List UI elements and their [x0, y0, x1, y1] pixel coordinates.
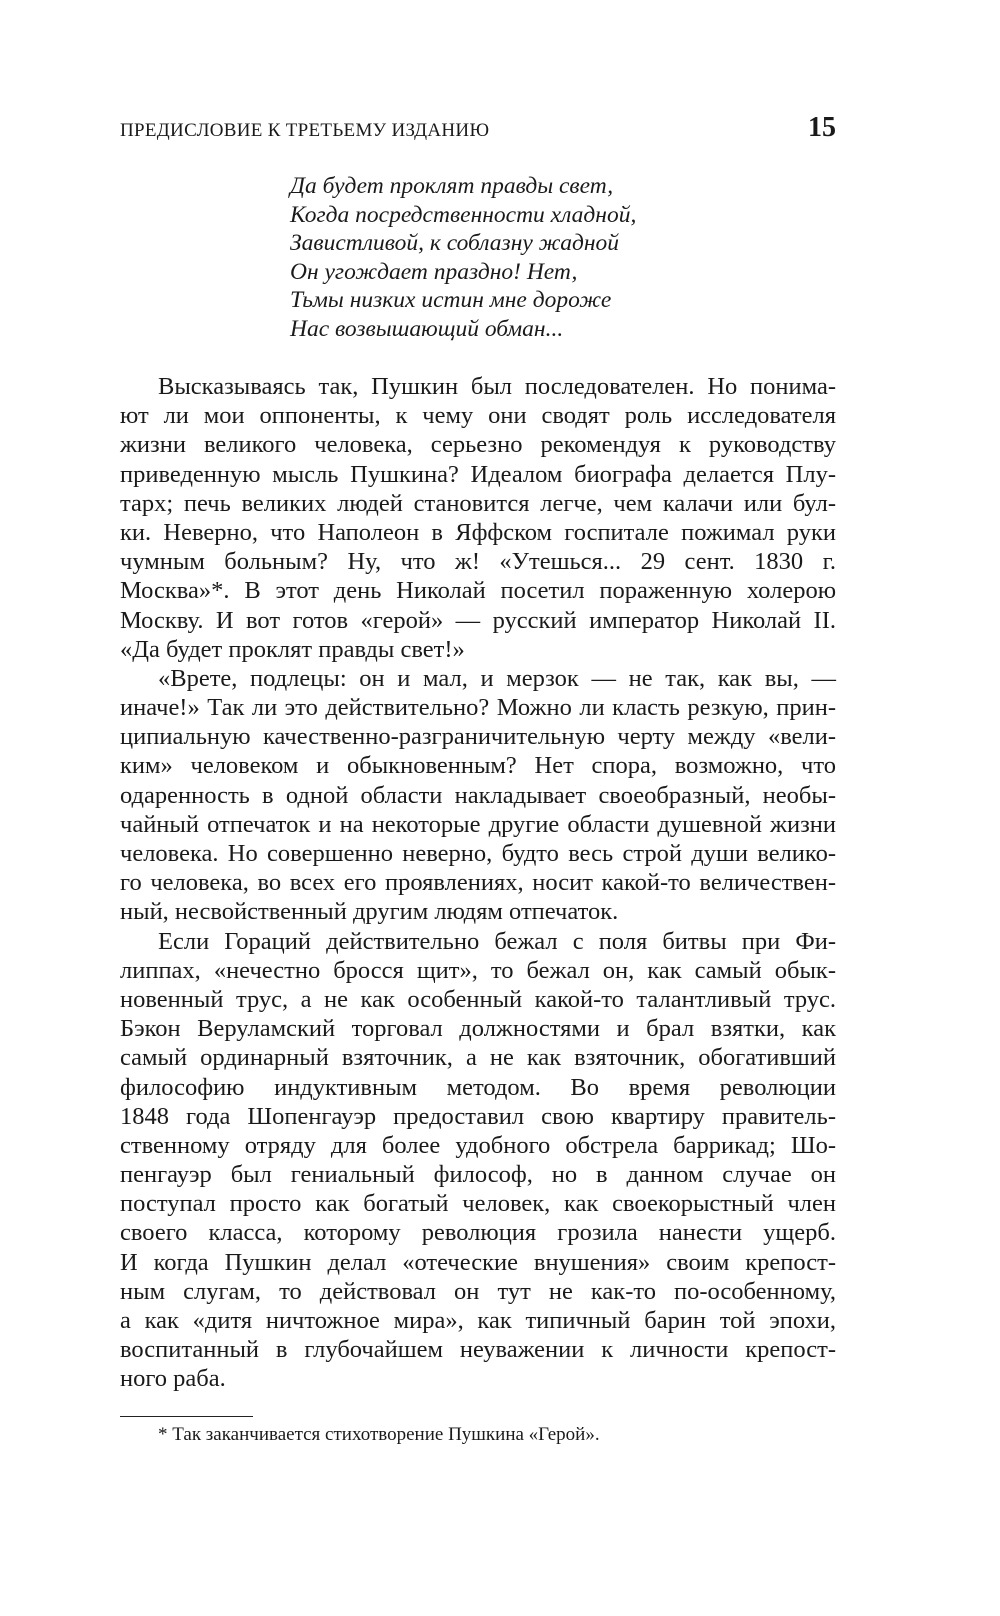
- poem-line: Нас возвышающий обман...: [290, 315, 564, 342]
- text-line: И когда Пушкин делал «отеческие внушения» своим крепост-: [120, 1248, 836, 1276]
- text-line: Москву. И вот готов «герой» — русский император Николай II.: [120, 606, 836, 634]
- poem-line: Тьмы низких истин мне дороже: [290, 287, 612, 313]
- text-line: приведенную мысль Пушкина? Идеалом биографа делается Плу-: [120, 460, 836, 488]
- text-line: 1848 года Шопенгауэр предоставил свою квартиру правитель-: [120, 1102, 836, 1130]
- text-line: своего класса, которому революция грозила нанести ущерб.: [120, 1219, 836, 1247]
- page-number: 15: [808, 112, 836, 143]
- poem-line: Да будет проклят правды свет,: [290, 173, 614, 199]
- text-line: пенгауэр был гениальный философ, но в данном случае он: [120, 1161, 836, 1189]
- text-line: ственному отряду для более удобного обстрела баррикад; Шо-: [120, 1131, 836, 1159]
- text-line: человека. Но совершенно неверно, будто весь строй души велико-: [120, 840, 836, 867]
- footnote-rule: [120, 1416, 253, 1417]
- paragraph: [120, 372, 836, 664]
- text-line: тарх; печь великих людей становится легче, чем калачи или бул-: [120, 489, 836, 517]
- poem-line: Завистливой, к соблазну жадной: [290, 230, 620, 256]
- paragraph: [120, 927, 836, 1394]
- poem-epigraph: [290, 172, 636, 343]
- text-line: чумным больным? Ну, что ж! «Утешься... 29 сент. 1830 г.: [120, 548, 836, 576]
- text-line: а как «дитя ничтожное мира», как типичный барин той эпохи,: [120, 1307, 836, 1334]
- text-line: «Врете, подлецы: он и мал, и мерзок — не так, как вы, —: [158, 664, 836, 692]
- text-line: жизни великого человека, серьезно рекомендуя к руководству: [120, 431, 836, 459]
- text-line: иначе!» Так ли это действительно? Можно ли класть резкую, прин-: [120, 694, 836, 722]
- text-line: философию индуктивным методом. Во время революции: [120, 1073, 836, 1101]
- poem-line: Когда посредственности хладной,: [290, 201, 637, 228]
- text-line: ный, несвойственный другим людям отпечаток.: [120, 898, 619, 926]
- text-line: ного раба.: [120, 1365, 226, 1393]
- running-head: ПРЕДИСЛОВИЕ К ТРЕТЬЕМУ ИЗДАНИЮ: [120, 120, 490, 141]
- footnote: * Так заканчивается стихотворение Пушкина «Герой».: [158, 1424, 600, 1445]
- text-line: самый ординарный взяточник, а не как взяточник, обогативший: [120, 1044, 836, 1072]
- text-line: чайный отпечаток и на некоторые другие области душевной жизни: [120, 810, 836, 838]
- text-line: ципиальную качественно-разграничительную черту между «вели-: [120, 723, 836, 751]
- poem-line: Он угождает праздно! Нет,: [290, 258, 578, 285]
- text-line: воспитанный в глубочайшем неуважении к личности крепост-: [120, 1336, 836, 1364]
- text-line: поступал просто как богатый человек, как своекорыстный член: [120, 1190, 836, 1218]
- text-line: Высказываясь так, Пушкин был последователен. Но понима-: [158, 373, 836, 400]
- paragraph: [120, 664, 836, 927]
- text-line: липпах, «нечестно бросся щит», то бежал он, как самый обык-: [120, 956, 836, 984]
- text-line: ки. Неверно, что Наполеон в Яффском госпитале пожимал руки: [120, 518, 836, 546]
- text-line: Если Гораций действительно бежал с поля битвы при Фи-: [158, 927, 836, 955]
- text-line: ют ли мои оппоненты, к чему они сводят роль исследователя: [120, 402, 836, 430]
- text-line: Бэкон Веруламский торговал должностями и брал взятки, как: [120, 1015, 836, 1043]
- text-line: «Да будет проклят правды свет!»: [120, 635, 465, 663]
- text-line: ным слугам, то действовал он тут не как-то по-особенному,: [120, 1277, 836, 1305]
- body-text: [120, 372, 836, 1394]
- text-line: Москва»*. В этот день Николай посетил пораженную холерою: [120, 577, 836, 605]
- text-line: ким» человеком и обыкновенным? Нет спора, возможно, что: [120, 752, 836, 780]
- text-line: одаренность в одной области накладывает своеобразный, необы-: [120, 781, 836, 809]
- text-line: новенный трус, а не как особенный какой-то талантливый трус.: [120, 985, 836, 1013]
- text-line: го человека, во всех его проявлениях, носит какой-то величествен-: [120, 869, 836, 897]
